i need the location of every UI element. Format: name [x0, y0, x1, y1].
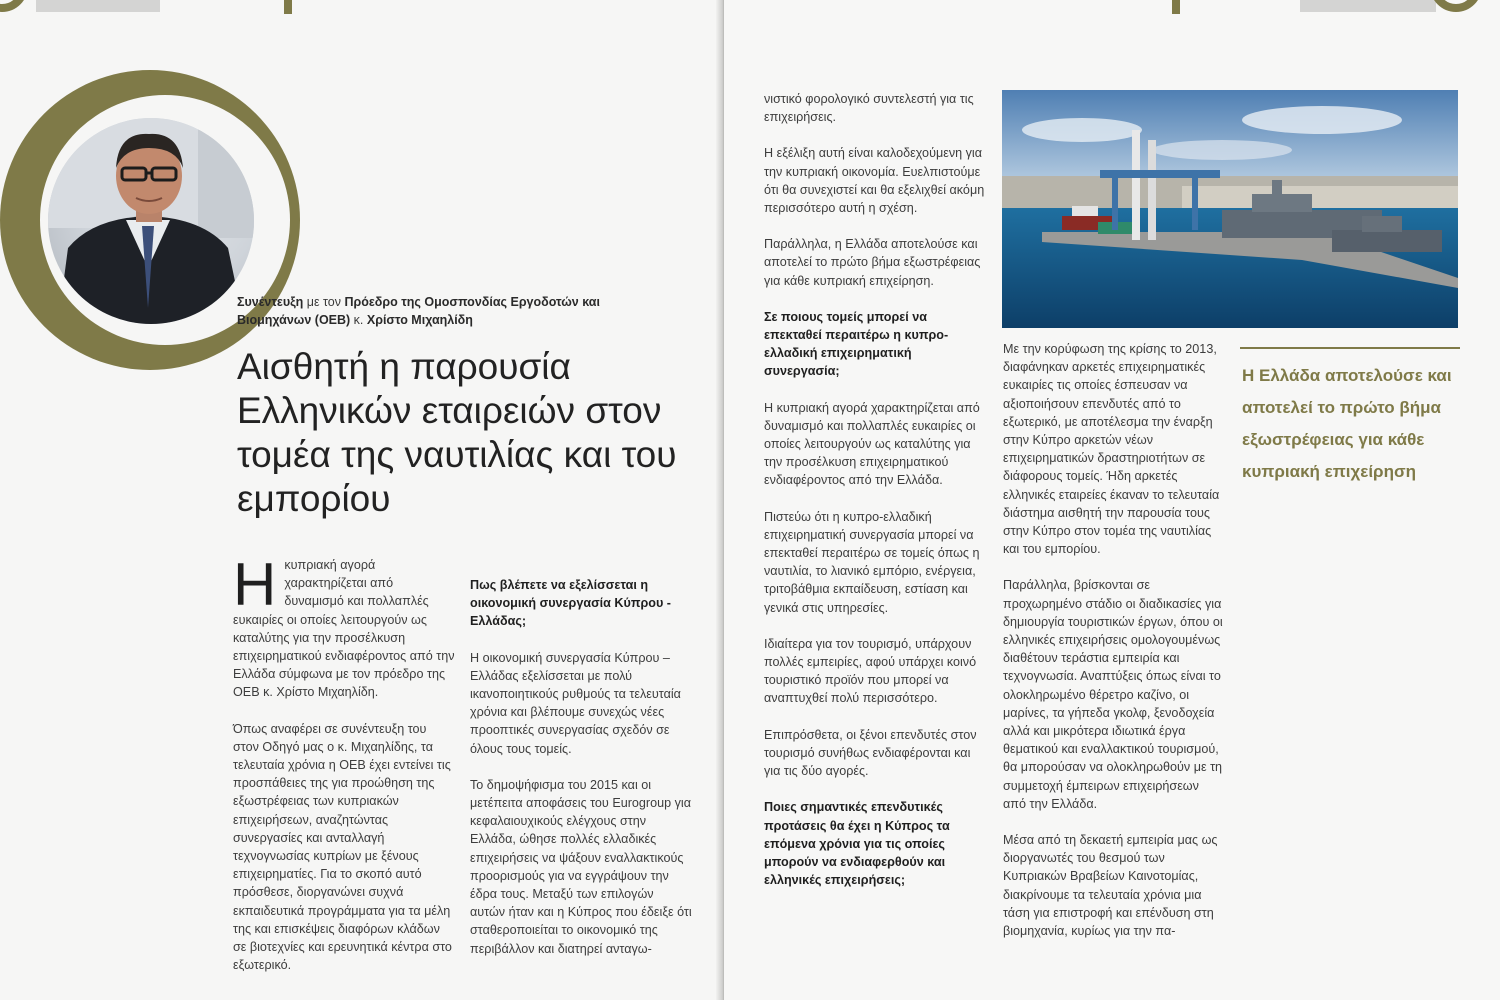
column-1	[233, 551, 455, 992]
paragraph: Παράλληλα, η Ελλάδα αποτελούσε και αποτελεί το πρώτο βήμα εξωστρέφειας για κάθε κυπριακή επιχείρηση.	[764, 237, 981, 288]
corner-ring-decoration	[1430, 0, 1482, 12]
lead-paragraph: Ηκυπριακή αγορά χαρακτηρίζεται από δυναμισμό και πολλαπλές ευκαιρίες οι οποίες λειτουργούν ως καταλύτης για την προσέλκυση επιχειρηματικού ενδιαφέροντος από την Ελλάδα σύμφωνα με τον πρόεδρο της ΟΕΒ κ. Χρίστο Μιχαηλίδη.	[233, 551, 455, 700]
header-bar-decoration	[36, 0, 160, 12]
left-page	[0, 0, 724, 1000]
header-tick-decoration	[1172, 0, 1180, 14]
paragraph: Ιδιαίτερα για τον τουρισμό, υπάρχουν πολλές εμπειρίες, αφού υπάρχει κοινό τουριστικό προϊόν που μπορεί να αναπτυχθεί πολύ περισσότερο.	[764, 636, 977, 706]
paragraph: Όπως αναφέρει σε συνέντευξη του στον Οδηγό μας ο κ. Μιχαηλίδης, τα τελευταία χρόνια η ΟΕΒ έχει εντείνει τις προσπάθειες της για προώθηση της εξωστρέφειας των κυπριακών επιχειρήσεων, αναζητώντας συνεργασίες και ανταλλαγή τεχνογνωσίας κυπρίων με ξένους επιχειρηματίες. Για το σκοπό αυτό πρόσθεσε, διοργανώνει συχνά εκπαιδευτικά προγράμματα για τα μέλη της και επισκέψεις διαφόρων κλάδων σε βιοτεχνίες και ερευνητικά κέντρα στο εξωτερικό.	[233, 721, 452, 973]
paragraph: Η κυπριακή αγορά χαρακτηρίζεται από δυναμισμό και πολλαπλές ευκαιρίες οι οποίες λειτουργούν ως καταλύτης για την προσέλκυση επιχειρηματικού ενδιαφέροντος από την Ελλάδα.	[764, 400, 980, 488]
portrait-photo	[48, 118, 254, 324]
harbor-photo	[1002, 90, 1458, 328]
paragraph: Το δημοψήφισμα του 2015 και οι μετέπειτα αποφάσεις του Eurogroup για κεφαλαιουχικούς ελέγχους στην Ελλάδα, ώθησε πολλές ελλαδικές επιχειρήσεις να ψάξουν εναλλακτικούς προορισμούς για να εγγράψουν την έδρα τους. Μεταξύ των επιλογών αυτών ήταν και η Κύπρος που έδειξε ότι σταθεροποιείται το οικονομικό της περιβάλλον και διατηρεί ανταγω-	[470, 777, 692, 956]
interview-intro: Συνέντευξη με τον Πρόεδρο της Ομοσπονδίας Εργοδοτών και Βιομηχάνων (ΟΕΒ) κ. Χρίστο Μιχαηλίδη	[237, 295, 600, 327]
interview-question: Πως βλέπετε να εξελίσσεται η οικονομική συνεργασία Κύπρου - Ελλάδας;	[470, 578, 671, 629]
harbor-scene	[1002, 90, 1458, 328]
column-4	[1003, 340, 1225, 958]
paragraph: Η εξέλιξη αυτή είναι καλοδεχούμενη για την κυπριακή οικονομία. Ευελπιστούμε ότι θα συνεχιστεί και θα εξελιχθεί ακόμη περισσότερο αυτή η σχέση.	[764, 146, 985, 216]
header-bar-decoration	[1300, 0, 1436, 12]
paragraph: Η οικονομική συνεργασία Κύπρου – Ελλάδας εξελίσσεται με πολύ ικανοποιητικούς ρυθμούς τα τελευταία χρόνια και βλέπουμε συνεχώς νέες προοπτικές συνεργασίας σχεδόν σε όλους τους τομείς.	[470, 650, 681, 756]
portrait-figure	[48, 118, 254, 324]
paragraph: Μέσα από τη δεκαετή εμπειρία μας ως διοργανωτές του θεσμού των Κυπριακών Βραβείων Καινοτομίας, διακρίνουμε τα τελευταία χρόνια μια τάση για επιστροφή και επένδυση στη βιομηχανία, κυρίως για την πα-	[1003, 833, 1218, 939]
article-headline: Αισθητή η παρουσία Ελληνικών εταιρειών στον τομέα της ναυτιλίας και του εμπορίου	[237, 346, 677, 519]
interview-question: Σε ποιους τομείς μπορεί να επεκταθεί περαιτέρω η κυπρο-ελλαδική επιχειρηματική συνεργασία;	[764, 309, 949, 379]
paragraph: Παράλληλα, βρίσκονται σε προχωρημένο στάδιο οι διαδικασίες για δημιουργία τουριστικών έργων, όπου οι ελληνικές επιχειρήσεις ομολογουμένως διαθέτουν τεράστια εμπειρία και τεχνογνωσία. Αναπτύξεις όπως είναι το ολοκληρωμένο θέρετρο καζίνο, οι μαρίνες, τα γήπεδα γκολφ, ξενοδοχεία αλλά και μικρότερα ιδιωτικά έργα θεματικού και εναλλακτικού τουρισμού, θα μπορούσαν να ολοκληρωθούν με τη συμμετοχή έμπειρων επιχειρήσεων από την Ελλάδα.	[1003, 578, 1223, 811]
column-2	[470, 576, 692, 976]
interview-question: Ποιες σημαντικές επενδυτικές προτάσεις θα έχει η Κύπρος τα επόμενα χρόνια για τις οποίες μπορούν να ενδιαφερθούν και ελληνικές επιχειρήσεις;	[764, 800, 950, 888]
drop-cap: Η	[233, 551, 277, 618]
paragraph: Πιστεύω ότι η κυπρο-ελλαδική επιχειρηματική συνεργασία μπορεί να επεκταθεί περαιτέρω σε τομείς όπως η ναυτιλία, το λιανικό εμπόριο, ενέργεια, τριτοβάθμια εκπαίδευση, εστίαση και γενικά στις υπηρεσίες.	[764, 509, 980, 615]
pullquote-rule	[1240, 347, 1460, 349]
paragraph: Με την κορύφωση της κρίσης το 2013, διαφάνηκαν αρκετές επιχειρηματικές ευκαιρίες τις οποίες έσπευσαν να αξιοποιήσουν επενδυτές από το εξωτερικό, με αποτέλεσμα την έναρξη στην Κύπρο αρκετών νέων επιχειρηματικών δραστηριοτήτων σε διάφορους τομείς. Ήδη αρκετές ελληνικές εταιρείες έκαναν το τελευταία διάστημα αισθητή την παρουσία τους στην Κύπρο στον τομέα της ναυτιλίας και του εμπορίου.	[1003, 342, 1220, 557]
pullquote: Η Ελλάδα αποτελούσε και αποτελεί το πρώτο βήμα εξωστρέφειας για κάθε κυπριακή επιχείρηση	[1242, 366, 1452, 481]
paragraph: νιστικό φορολογικό συντελεστή για τις επιχειρήσεις.	[764, 92, 974, 125]
corner-ring-decoration	[0, 0, 28, 12]
column-3	[764, 90, 986, 907]
paragraph: Επιπρόσθετα, οι ξένοι επενδυτές στον τουρισμό συνήθως ενδιαφέρονται και για τις δύο αγορές.	[764, 727, 977, 779]
header-tick-decoration	[284, 0, 292, 14]
